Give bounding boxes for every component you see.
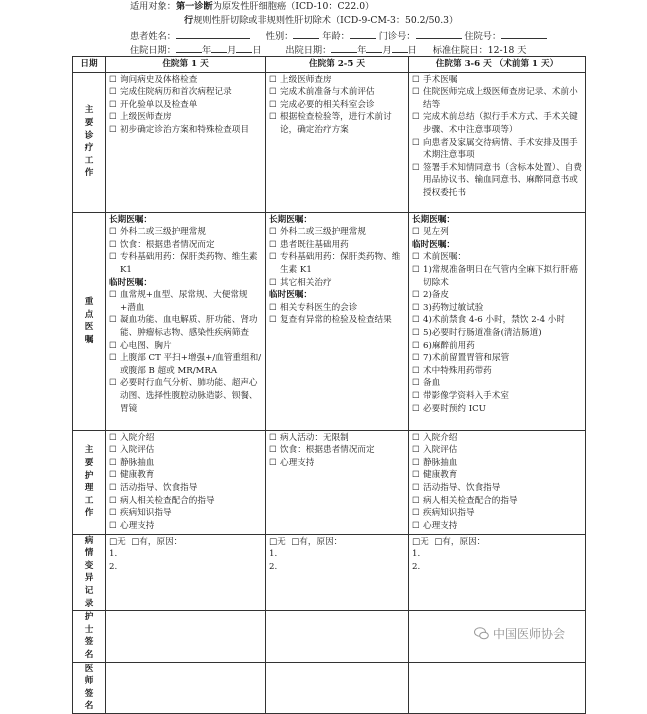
checkbox-icon[interactable]: ☐ [412,378,420,389]
checklist-item-label: 入院介绍 [423,432,458,443]
variation-line-1[interactable]: 1. [109,549,118,560]
checklist-item[interactable] [412,457,582,470]
checklist-item-label: 完成术前准备与术前评估 [280,87,375,98]
variation-line-1[interactable]: 1. [269,549,278,560]
diagnosis-row [73,72,586,212]
checklist-item-label: 开化验单以及检查单 [120,99,198,110]
checklist-item-label: 2)备皮 [423,290,450,301]
procedure-text: 规则性肝切除或非规则性肝切除术（ICD-9-CM-3：50.2/50.3） [193,15,459,26]
age-field[interactable] [350,28,376,39]
checkbox-icon[interactable]: ☐ [109,482,117,493]
variation-line-1[interactable]: 1. [412,549,421,560]
variation-line-2[interactable]: 2. [269,561,278,572]
checklist-item[interactable] [269,302,405,315]
diagnosis-col-3 [409,72,586,212]
checklist-item-label: 向患者及家属交待病情、手术安排及围手术期注意事项 [423,137,578,161]
checklist-item-label: 病人相关检查配合的指导 [120,495,215,506]
patient-name-label: 患者姓名： [130,31,176,42]
checklist-item-label: 入院评估 [423,445,458,456]
checklist-item[interactable] [109,352,262,377]
checklist-item-label: 病人相关检查配合的指导 [423,495,518,506]
nursing-col-2 [266,430,409,534]
checklist-item[interactable] [269,226,405,239]
checkbox-icon[interactable]: ☐ [109,99,117,110]
checklist-item[interactable] [269,111,405,136]
row-label-text: 病 情 变 异 记 录 [84,535,94,609]
checkbox-icon[interactable]: ☐ [412,495,420,506]
column-header-day-1: 住院第 1 天 [106,57,266,73]
checkbox-icon[interactable]: ☐ [412,365,420,376]
standard-stay-label: 标准住院日：12-18 天 [432,45,527,56]
checklist-item[interactable] [412,377,582,390]
row-label-text: 护 士 签 名 [84,612,94,660]
checklist-item[interactable] [269,99,405,112]
checklist-item[interactable] [412,264,582,289]
column-header-day-3-6: 住院第 3-6 天 （术前第 1 天） [409,57,586,73]
checkbox-icon[interactable]: ☐ [109,112,117,123]
checkbox-icon[interactable]: ☐ [109,227,117,238]
temporary-orders-title: 临时医嘱： [269,290,312,301]
checklist-item-label: 专科基础用药：保肝类药物、维生素 K1 [280,252,401,275]
checkbox-icon[interactable]: ☐ [269,457,277,468]
variation-has-checkbox[interactable]: □有，原因： [434,536,486,547]
column-header-day-2-5: 住院第 2-5 天 [266,57,409,73]
checklist-item[interactable] [412,86,582,111]
checklist-item[interactable] [269,251,405,276]
checkbox-icon[interactable]: ☐ [109,252,117,263]
checklist-item[interactable] [412,352,582,365]
checklist-item[interactable] [109,507,262,520]
checklist-item-label: 静脉抽血 [120,457,155,468]
checklist-item-label: 7)术前留置胃管和尿管 [423,353,510,364]
checklist-item-label: 术前医嘱： [423,252,466,263]
checklist-item[interactable] [412,251,582,264]
row-label-doctor-sign [73,662,106,713]
day-unit: 日 [407,45,417,56]
checklist-item[interactable] [109,239,262,252]
diagnosis-col-2 [266,72,409,212]
checkbox-icon[interactable]: ☐ [412,302,420,313]
checklist-item[interactable] [109,226,262,239]
checklist-item[interactable] [412,226,582,239]
checklist-item-label: 心理支持 [120,520,155,531]
checklist-item-label: 外科二或三级护理常规 [280,227,366,238]
checkbox-icon[interactable]: ☐ [269,99,277,110]
checkbox-icon[interactable]: ☐ [269,445,277,456]
month-unit: 月 [227,45,237,56]
watermark-text: 中国医师协会 [493,627,566,641]
checkbox-icon[interactable]: ☐ [269,315,277,326]
checklist-item[interactable] [269,86,405,99]
checklist-item[interactable] [412,495,582,508]
checklist-item-label: 见左列 [423,227,449,238]
checklist-item[interactable] [109,86,262,99]
checklist-item[interactable] [412,302,582,315]
row-label-nursing [73,430,106,534]
checklist-item[interactable] [412,289,582,302]
checklist-item-label: 专科基础用药：保肝类药物、维生素 K1 [120,252,258,275]
diagnosis-col-1 [106,72,266,212]
checkbox-icon[interactable]: ☐ [412,353,420,364]
orders-col-2 [266,212,409,430]
checklist-item-label: 入院介绍 [120,432,155,443]
variation-has-checkbox[interactable]: □有，原因： [291,536,343,547]
checkbox-icon[interactable]: ☐ [412,403,420,414]
watermark [474,625,565,642]
checklist-item[interactable] [269,457,405,470]
row-label-nurse-sign [73,611,106,662]
orders-row [73,212,586,430]
checkbox-icon[interactable]: ☐ [412,482,420,493]
temporary-orders-list [412,251,582,415]
patient-name-field[interactable] [176,28,250,39]
checklist-item[interactable] [109,520,262,533]
checklist-item[interactable] [109,124,262,137]
checklist-item[interactable] [109,340,262,353]
checklist-item-label: 饮食：根据患者情况而定 [120,239,215,250]
checklist-item[interactable] [412,74,582,87]
checkbox-icon[interactable]: ☐ [109,239,117,250]
checklist-item[interactable] [412,365,582,378]
checkbox-icon[interactable]: ☐ [412,87,420,98]
checkbox-icon[interactable]: ☐ [109,470,117,481]
diagnosis-text: 为原发性肝细胞癌（ICD-10：C22.0） [212,1,375,12]
checklist-item-label: 心电图、胸片 [120,340,172,351]
variation-line-2[interactable]: 2. [412,561,421,572]
long-term-orders-title: 长期医嘱： [412,214,455,225]
checkbox-icon[interactable]: ☐ [269,74,277,85]
variation-has-checkbox[interactable]: □有，原因： [131,536,183,547]
checkbox-icon[interactable]: ☐ [412,470,420,481]
temporary-orders-list [109,289,262,415]
checklist-item[interactable] [412,520,582,533]
month-unit: 月 [382,45,392,56]
checklist-item-label: 复查有异常的检验及检查结果 [280,315,392,326]
date-header: 日期 [73,57,106,73]
checkbox-icon[interactable]: ☐ [109,457,117,468]
checklist-item-label: 根据检查检验等，进行术前讨论，确定治疗方案 [280,112,392,135]
admission-year-field[interactable] [176,42,202,53]
checklist-item[interactable] [269,74,405,87]
checklist-item-label: 4)术前禁食 4-6 小时，禁饮 2-4 小时 [423,315,565,326]
wechat-icon [474,627,489,640]
checkbox-icon[interactable]: ☐ [412,264,420,275]
clinic-number-field[interactable] [416,28,462,39]
checklist-item[interactable] [412,469,582,482]
row-label-diagnosis [73,72,106,212]
checkbox-icon[interactable]: ☐ [269,277,277,288]
checklist-item-label: 带影像学资料入手术室 [423,390,509,401]
checklist-item-label: 患者既往基础用药 [280,239,349,250]
checkbox-icon[interactable]: ☐ [109,87,117,98]
checklist-item-label: 疾病知识指导 [120,508,172,519]
checklist-item-label: 活动指导、饮食指导 [120,482,198,493]
admission-day-field[interactable] [236,42,252,53]
checklist-item-label: 其它相关治疗 [280,277,332,288]
variation-line-2[interactable]: 2. [109,561,118,572]
checklist-item-label: 1)常规准备明日在气管内全麻下拟行肝癌切除术 [423,264,578,288]
checkbox-icon[interactable]: ☐ [109,445,117,456]
variation-col-1[interactable] [106,534,266,611]
gender-label: 性别： [265,31,294,42]
checklist-item[interactable] [109,74,262,87]
nurse-sign-col-2[interactable] [266,611,409,662]
checklist-item-label: 血常规+血型、尿常规、大便常规+潜血 [120,290,248,313]
applies-to-label: 适用对象： [130,1,176,12]
checklist-item[interactable] [412,137,582,162]
checklist-item-label: 住院医师完成上级医师查房记录、术前小结等 [423,87,578,110]
checklist-item[interactable] [109,314,262,339]
checklist-item[interactable] [109,457,262,470]
inpatient-number-field[interactable] [501,28,547,39]
row-label-text: 主 要 诊 疗 工 作 [84,105,94,179]
checklist-item[interactable] [109,377,262,415]
inpatient-number-label: 住院号： [464,31,502,42]
checklist-item-label: 静脉抽血 [423,457,458,468]
admission-date-label: 住院日期： [130,45,176,56]
checklist-item[interactable] [109,444,262,457]
checkbox-icon[interactable]: ☐ [109,315,117,326]
checklist-item-label: 饮食：根据患者情况而定 [280,445,375,456]
variation-col-3[interactable] [409,534,586,611]
long-term-orders-title: 长期医嘱： [109,214,152,225]
gender-field[interactable] [293,28,319,39]
checklist-item[interactable] [109,495,262,508]
checkbox-icon[interactable]: ☐ [269,112,277,123]
checkbox-icon[interactable]: ☐ [412,112,420,123]
day-unit: 日 [252,45,262,56]
checklist-item-label: 6)麻醉前用药 [423,340,475,351]
year-unit: 年 [201,45,212,56]
checkbox-icon[interactable]: ☐ [412,327,420,338]
checkbox-icon[interactable]: ☐ [412,520,420,531]
checkbox-icon[interactable]: ☐ [412,290,420,301]
checklist-item-label: 手术医嘱 [423,74,458,85]
checkbox-icon[interactable]: ☐ [109,508,117,519]
checklist-item-label: 外科二或三级护理常规 [120,227,206,238]
checklist-item[interactable] [412,162,582,200]
checklist-item-label: 签署手术知情同意书（含标本处置）、自费用品协议书、输血同意书、麻醉同意书或授权委托书 [423,162,582,198]
checkbox-icon[interactable]: ☐ [412,252,420,263]
checkbox-icon[interactable]: ☐ [269,302,277,313]
checklist-item[interactable] [412,340,582,353]
checklist-item[interactable] [269,444,405,457]
discharge-day-field[interactable] [392,42,408,53]
checklist-item[interactable] [412,507,582,520]
variation-row [73,534,586,611]
checkbox-icon[interactable]: ☐ [269,87,277,98]
checkbox-icon[interactable]: ☐ [412,340,420,351]
checkbox-icon[interactable]: ☐ [412,162,420,173]
admission-month-field[interactable] [211,42,227,53]
checkbox-icon[interactable]: ☐ [412,390,420,401]
variation-col-2[interactable] [266,534,409,611]
checklist-item-label: 病人活动：无限制 [280,432,349,443]
checklist-item-label: 完成必要的相关科室会诊 [280,99,375,110]
checklist-item-label: 心理支持 [280,457,315,468]
checkbox-icon[interactable]: ☐ [109,290,117,301]
long-term-orders-list [109,226,262,276]
row-label-text: 主 要 护 理 工 作 [84,445,94,519]
checklist-item-label: 上级医师查房 [120,112,172,123]
checklist-item-label: 完成住院病历和首次病程记录 [120,87,232,98]
checklist-item-label: 疾病知识指导 [423,508,475,519]
doctor-sign-col-1[interactable] [106,662,266,713]
checklist-item[interactable] [269,432,405,445]
clinical-pathway-table [72,56,586,714]
checklist-item[interactable] [109,469,262,482]
checklist-item-label: 5)必要时行肠道准备(清洁肠道) [423,327,542,338]
checkbox-icon[interactable]: ☐ [109,74,117,85]
clinic-number-label: 门诊号： [378,31,416,42]
checklist-item-label: 健康教育 [423,470,458,481]
checklist-item-label: 凝血功能、血电解质、肝功能、肾功能、肿瘤标志物、感染性疾病筛查 [120,315,258,338]
checklist-item-label: 备血 [423,378,441,389]
doctor-sign-col-2[interactable] [266,662,409,713]
variation-none-checkbox[interactable]: □无 [269,536,286,547]
checklist-item-label: 初步确定诊治方案和特殊检查项目 [120,124,249,135]
checklist-item[interactable] [109,251,262,276]
nursing-col-3 [409,430,586,534]
checklist-item[interactable] [269,239,405,252]
checkbox-icon[interactable]: ☐ [269,227,277,238]
checkbox-icon[interactable]: ☐ [412,315,420,326]
row-label-variation [73,534,106,611]
first-diagnosis-label: 第一诊断 [175,1,213,12]
doctor-sign-row [73,662,586,713]
checklist-item[interactable] [412,432,582,445]
header-row [73,57,586,73]
temporary-orders-title: 临时医嘱： [109,277,152,288]
checklist-item[interactable] [109,111,262,124]
checklist-item-label: 相关专科医生的会诊 [280,302,358,313]
checkbox-icon[interactable]: ☐ [412,445,420,456]
checklist-item[interactable] [412,390,582,403]
checklist-item[interactable] [412,327,582,340]
row-label-text: 重 点 医 嘱 [84,296,94,345]
checklist-item-label: 完成术前总结（拟行手术方式、手术关键步骤、术中注意事项等） [423,112,578,135]
temporary-orders-title: 临时医嘱： [412,239,455,250]
checklist-item[interactable] [412,482,582,495]
checkbox-icon[interactable]: ☐ [412,137,420,148]
long-term-orders-title: 长期医嘱： [269,214,312,225]
checkbox-icon[interactable]: ☐ [109,353,117,364]
nursing-row [73,430,586,534]
checklist-item[interactable] [109,99,262,112]
checkbox-icon[interactable]: ☐ [109,520,117,531]
nurse-sign-col-1[interactable] [106,611,266,662]
checklist-item[interactable] [269,314,405,327]
checkbox-icon[interactable]: ☐ [269,432,277,443]
checkbox-icon[interactable]: ☐ [412,74,420,85]
checkbox-icon[interactable]: ☐ [412,508,420,519]
year-unit: 年 [357,45,367,56]
checklist-item[interactable] [109,289,262,314]
row-label-text: 医 师 签 名 [84,663,94,712]
checklist-item-label: 术中特殊用药带药 [423,365,492,376]
variation-none-checkbox[interactable]: □无 [109,536,126,547]
discharge-month-field[interactable] [366,42,382,53]
checklist-item[interactable] [412,314,582,327]
checkbox-icon[interactable]: ☐ [109,340,117,351]
checklist-item-label: 上级医师查房 [280,74,332,85]
orders-col-3 [409,212,586,430]
checkbox-icon[interactable]: ☐ [412,432,420,443]
checklist-item-label: 入院评估 [120,445,155,456]
orders-col-1 [106,212,266,430]
variation-none-checkbox[interactable]: □无 [412,536,429,547]
procedure-prefix: 行 [184,15,194,26]
checklist-item[interactable] [412,444,582,457]
checklist-item[interactable] [412,403,582,416]
checkbox-icon[interactable]: ☐ [109,432,117,443]
checklist-item-label: 上腹部 CT 平扫+增强+/血管重组和/或腹部 B 超或 MR/MRA [120,353,262,376]
checkbox-icon[interactable]: ☐ [109,378,117,389]
long-term-orders-list [412,226,582,239]
checklist-item-label: 询问病史及体格检查 [120,74,198,85]
nursing-col-1 [106,430,266,534]
discharge-date-label: 出院日期： [285,45,332,56]
checklist-item[interactable] [412,111,582,136]
row-label-orders [73,212,106,430]
checklist-item[interactable] [269,277,405,290]
age-label: 年龄： [322,31,350,42]
long-term-orders-list [269,226,405,289]
checklist-item-label: 活动指导、饮食指导 [423,482,501,493]
checklist-item-label: 3)药物过敏试验 [423,302,484,313]
checklist-item-label: 必要时预约 ICU [423,403,486,414]
checkbox-icon[interactable]: ☐ [412,227,420,238]
discharge-year-field[interactable] [331,42,357,53]
temporary-orders-list [269,302,405,327]
checkbox-icon[interactable]: ☐ [269,252,277,263]
checklist-item-label: 必要时行血气分析、肺功能、超声心动图、选择性腹腔动脉造影、钡餐、胃镜 [120,378,258,414]
checklist-item-label: 心理支持 [423,520,458,531]
doctor-sign-col-3[interactable] [409,662,586,713]
checklist-item-label: 健康教育 [120,470,155,481]
checklist-item[interactable] [109,432,262,445]
checklist-item[interactable] [109,482,262,495]
checkbox-icon[interactable]: ☐ [109,495,117,506]
checkbox-icon[interactable]: ☐ [269,239,277,250]
checkbox-icon[interactable]: ☐ [412,457,420,468]
checkbox-icon[interactable]: ☐ [109,124,117,135]
